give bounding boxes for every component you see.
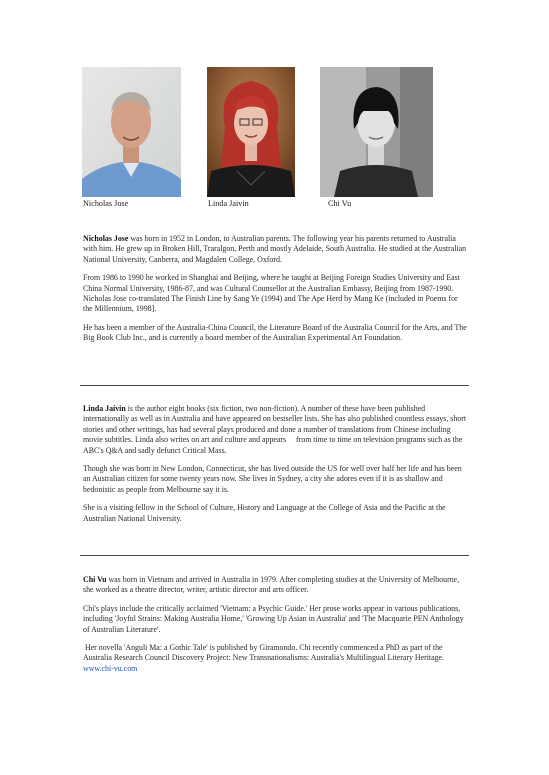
bio-name: Nicholas Jose: [83, 234, 129, 243]
bio-paragraph: Chi's plays include the critically acclaimed 'Vietnam: a Psychic Guide.' Her prose works appear in various publications, including 'Joyful Strains: Making Australia Home,' 'Growing Up Asian in Australia' and 'The Macquarie PEN Anthology of Australian Literature'.: [83, 603, 464, 634]
bio-name: Linda Jaivin: [83, 404, 126, 413]
bio-text: was born in Vietnam and arrived in Australia in 1979. After completing studies at the University of Melbourne, she worked as a theatre director, writer, artistic director and arts officer.: [83, 575, 460, 595]
bio-linda-jaivin: [83, 404, 468, 532]
linda-jaivin-photo: [207, 67, 295, 197]
nicholas-jose-photo: [82, 67, 181, 197]
website-link[interactable]: www.chi-vu.com: [83, 663, 138, 673]
bio-paragraph: He has been a member of the Australia-China Council, the Literature Board of the Australia Council for the Arts, and The Big Book Club Inc., and is currently a board member of the Australian Experimental Art Foundation.: [83, 322, 467, 343]
bio-name: Chi Vu: [83, 575, 107, 584]
bio-paragraph: [83, 643, 468, 674]
section-divider: [80, 385, 469, 386]
bio-paragraph: [83, 575, 468, 596]
caption-chi-vu: Chi Vu: [328, 199, 352, 208]
bio-text: Her novella 'Anguli Ma: a Gothic Tale' is published by Giramondo. Chi recently commenced a PhD as part of the Australia Research Council Discovery Project: New Transnationalisms: Australia's Multilingual Literary Heritage.: [83, 643, 446, 663]
bio-paragraph: She is a visiting fellow in the School of Culture, History and Language at the College of Asia and the Pacific at the Australian National University.: [83, 503, 446, 523]
bio-chi-vu: [83, 575, 468, 682]
bio-paragraph: [83, 404, 468, 456]
bio-nicholas-jose: [83, 234, 468, 352]
section-divider: [80, 555, 469, 556]
caption-linda-jaivin: Linda Jaivin: [208, 199, 249, 208]
bio-paragraph: [83, 234, 468, 265]
bio-text: was born in 1952 in London, to Australian parents. The following year his parents returned to Australia with him. He grew up in Broken Hill, Traralgon, Perth and mostly Adelaide, South Australia. He studied at the Australian National University, Canberra, and Magdalen College, Oxford.: [83, 234, 467, 264]
bio-text: is the author eight books (six fiction, two non-fiction). A number of these have been published internationally as well as in Australia and have appeared on bestseller lists. She has also published countless essays, short stories and other writings, has had several plays produced and done a number of translations from Chinese including movie subtitles. Linda also writes on art and culture and appears from time to time on television programs such as the ABC's Q&A and sadly defunct Critical Mass.: [83, 404, 469, 455]
bio-paragraph: From 1986 to 1990 he worked in Shanghai and Beijing, where he taught at Beijing Foreign Studies University and East China Normal University, 1986-87, and was Cultural Counsellor at the Australian Embassy, Beijing from 1987-1990. Nicholas Jose co-translated The Finish Line by Sang Ye (1994) and The Ape Herd by Mang Ke (included in Poems for the Millennium, 1998].: [83, 273, 460, 314]
caption-nicholas-jose: Nicholas Jose: [83, 199, 129, 208]
bio-paragraph: Though she was born in New London, Connecticut, she has lived outside the US for well over half her life and has been an Australian citizen for some twenty years now. She lives in Sydney, a city she adores even if it is as shallow and hedonistic as people from Melbourne say it is.: [83, 464, 462, 494]
chi-vu-photo: [320, 67, 433, 197]
